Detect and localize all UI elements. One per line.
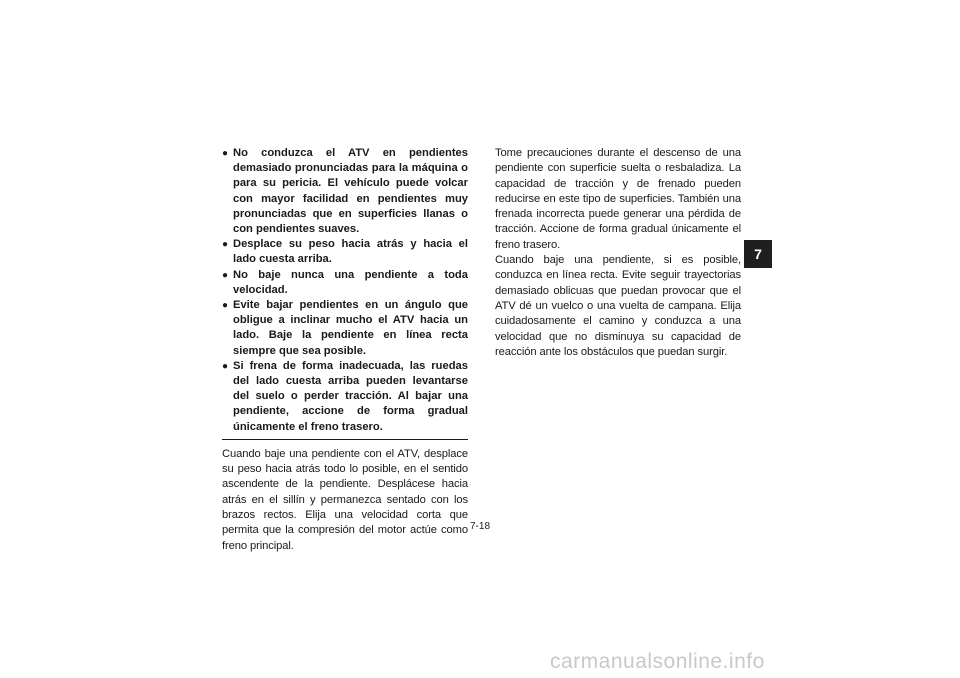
warning-item bbox=[222, 146, 468, 237]
bullet-icon: ● bbox=[222, 148, 229, 159]
right-paragraph-2: Cuando baje una pendiente, si es posible, conduzca en línea recta. Evite seguir trayectorias demasiado oblicuas que puedan provocar que el ATV dé un vuelco o una vuelta de campana. Elija cuidadosamente el camino y conduzca a una velocidad que no disminuya su capacidad de reacción ante los obstáculos que puedan surgir. bbox=[495, 254, 741, 358]
bullet-icon: ● bbox=[222, 239, 229, 251]
page-number: 7-18 bbox=[469, 521, 490, 532]
warning-item bbox=[222, 268, 468, 298]
warning-list bbox=[222, 146, 468, 435]
watermark: carmanualsonline.info bbox=[550, 650, 765, 673]
warning-text: No conduzca el ATV en pendientes demasiado pronunciadas para la máquina o para su pericia. El vehículo puede volcar con mayor facilidad en pendientes muy pronunciadas que en superficies llanas o con pendientes suaves. bbox=[233, 147, 468, 236]
warning-item bbox=[222, 237, 468, 267]
warning-item bbox=[222, 298, 468, 359]
warning-end-rule bbox=[222, 439, 468, 440]
bullet-icon: ● bbox=[222, 269, 229, 281]
warning-item bbox=[222, 359, 468, 435]
warning-text: Desplace su peso hacia atrás y hacia el lado cuesta arriba. bbox=[233, 238, 468, 266]
left-column bbox=[222, 146, 468, 554]
bullet-icon: ● bbox=[222, 300, 229, 312]
warning-text: Evite bajar pendientes en un ángulo que obligue a inclinar mucho el ATV hacia un lado. Baje la pendiente en línea recta siempre que sea posible. bbox=[233, 299, 468, 357]
warning-text: No baje nunca una pendiente a toda velocidad. bbox=[233, 268, 468, 296]
chapter-tab: 7 bbox=[744, 240, 772, 268]
bullet-icon: ● bbox=[222, 360, 229, 372]
right-paragraph-1: Tome precauciones durante el descenso de una pendiente con superficie suelta o resbaladiza. La capacidad de tracción y de frenado pueden reducirse en este tipo de superficies. También una frenada incorrecta puede generar una pérdida de tracción. Accione de forma gradual únicamente el freno trasero. bbox=[495, 147, 741, 251]
left-body-paragraph: Cuando baje una pendiente con el ATV, desplace su peso hacia atrás todo lo posible, en el sentido ascendente de la pendiente. Desplácese hacia atrás en el sillín y permanezca sentado con los brazos rectos. Elija una velocidad corta que permita que la compresión del motor actúe como freno principal. bbox=[222, 447, 468, 552]
right-column bbox=[495, 146, 741, 360]
warning-text: Si frena de forma inadecuada, las ruedas del lado cuesta arriba pueden levantarse del suelo o perder tracción. Al bajar una pendiente, accione de forma gradual únicamente el freno trasero. bbox=[233, 359, 468, 433]
